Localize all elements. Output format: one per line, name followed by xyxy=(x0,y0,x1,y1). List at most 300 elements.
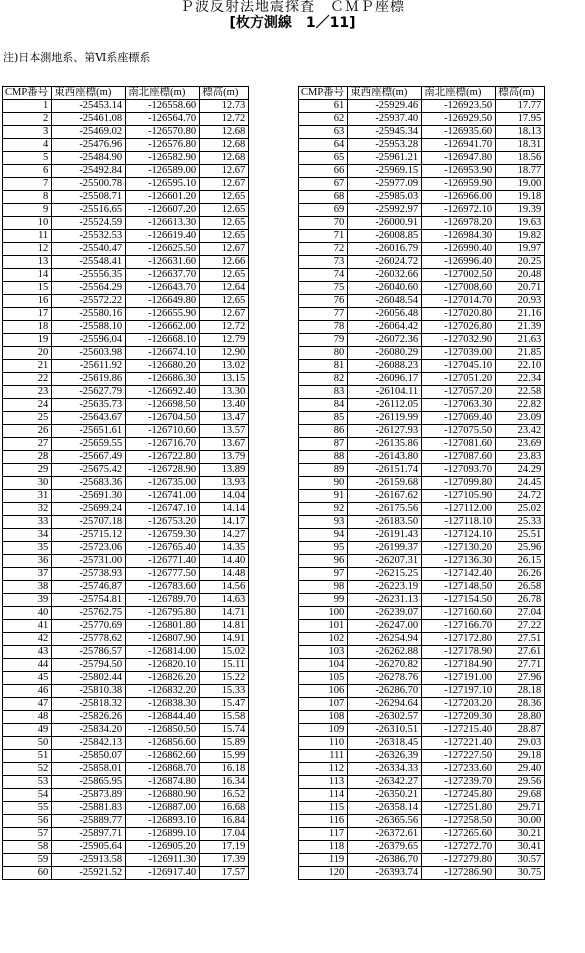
northing-cell: -126759.30 xyxy=(126,529,200,542)
elevation-cell: 12.64 xyxy=(200,282,249,295)
elevation-cell: 13.40 xyxy=(200,399,249,412)
elevation-cell: 12.67 xyxy=(200,165,249,178)
northing-cell: -126826.20 xyxy=(126,672,200,685)
elevation-cell: 30.21 xyxy=(496,828,545,841)
northing-cell: -126966.00 xyxy=(422,191,496,204)
cmp-number-cell: 33 xyxy=(3,516,52,529)
northing-cell: -126820.10 xyxy=(126,659,200,672)
northing-cell: -127112.00 xyxy=(422,503,496,516)
northing-cell: -127075.50 xyxy=(422,425,496,438)
northing-cell: -126722.80 xyxy=(126,451,200,464)
cmp-number-cell: 35 xyxy=(3,542,52,555)
cmp-number-cell: 11 xyxy=(3,230,52,243)
cmp-number-cell: 74 xyxy=(299,269,348,282)
northing-cell: -126947.80 xyxy=(422,152,496,165)
table-row xyxy=(3,269,249,282)
easting-cell: -25858.01 xyxy=(52,763,126,776)
elevation-cell: 23.83 xyxy=(496,451,545,464)
elevation-cell: 21.39 xyxy=(496,321,545,334)
elevation-cell: 15.11 xyxy=(200,659,249,672)
northing-cell: -126704.50 xyxy=(126,412,200,425)
elevation-cell: 12.72 xyxy=(200,321,249,334)
elevation-cell: 20.48 xyxy=(496,269,545,282)
elevation-cell: 27.71 xyxy=(496,659,545,672)
elevation-cell: 14.56 xyxy=(200,581,249,594)
northing-cell: -126838.30 xyxy=(126,698,200,711)
elevation-cell: 14.35 xyxy=(200,542,249,555)
northing-cell: -126637.70 xyxy=(126,269,200,282)
cmp-number-cell: 47 xyxy=(3,698,52,711)
cmp-number-cell: 17 xyxy=(3,308,52,321)
easting-cell: -26040.60 xyxy=(348,282,422,295)
table-row xyxy=(299,321,545,334)
table-row xyxy=(299,152,545,165)
northing-cell: -127136.30 xyxy=(422,555,496,568)
table-row xyxy=(299,230,545,243)
northing-cell: -127069.40 xyxy=(422,412,496,425)
elevation-cell: 28.87 xyxy=(496,724,545,737)
table-row xyxy=(299,750,545,763)
easting-cell: -25469.02 xyxy=(52,126,126,139)
column-header-easting: 東西座標(m) xyxy=(348,87,422,100)
table-row xyxy=(3,698,249,711)
cmp-number-cell: 106 xyxy=(299,685,348,698)
northing-cell: -127008.60 xyxy=(422,282,496,295)
easting-cell: -26254.94 xyxy=(348,633,422,646)
elevation-cell: 29.18 xyxy=(496,750,545,763)
cmp-number-cell: 25 xyxy=(3,412,52,425)
table-row xyxy=(299,841,545,854)
easting-cell: -26334.33 xyxy=(348,763,422,776)
easting-cell: -25492.84 xyxy=(52,165,126,178)
cmp-number-cell: 71 xyxy=(299,230,348,243)
cmp-number-cell: 75 xyxy=(299,282,348,295)
northing-cell: -126589.00 xyxy=(126,165,200,178)
northing-cell: -126570.80 xyxy=(126,126,200,139)
easting-cell: -25635.73 xyxy=(52,399,126,412)
table-row xyxy=(299,464,545,477)
elevation-cell: 13.02 xyxy=(200,360,249,373)
cmp-number-cell: 88 xyxy=(299,451,348,464)
cmp-number-cell: 22 xyxy=(3,373,52,386)
table-row xyxy=(3,802,249,815)
elevation-cell: 25.33 xyxy=(496,516,545,529)
table-row xyxy=(299,334,545,347)
cmp-number-cell: 103 xyxy=(299,646,348,659)
easting-cell: -25810.38 xyxy=(52,685,126,698)
northing-cell: -126576.80 xyxy=(126,139,200,152)
elevation-cell: 13.30 xyxy=(200,386,249,399)
cmp-number-cell: 97 xyxy=(299,568,348,581)
cmp-number-cell: 92 xyxy=(299,503,348,516)
cmp-number-cell: 82 xyxy=(299,373,348,386)
easting-cell: -26318.45 xyxy=(348,737,422,750)
table-row xyxy=(299,802,545,815)
easting-cell: -25572.22 xyxy=(52,295,126,308)
elevation-cell: 29.03 xyxy=(496,737,545,750)
cmp-number-cell: 56 xyxy=(3,815,52,828)
table-row xyxy=(3,373,249,386)
table-row xyxy=(3,178,249,191)
easting-cell: -25905.64 xyxy=(52,841,126,854)
northing-cell: -126832.20 xyxy=(126,685,200,698)
table-row xyxy=(3,516,249,529)
northing-cell: -126972.10 xyxy=(422,204,496,217)
cmp-number-cell: 109 xyxy=(299,724,348,737)
easting-cell: -25500.78 xyxy=(52,178,126,191)
cmp-number-cell: 61 xyxy=(299,100,348,113)
cmp-number-cell: 100 xyxy=(299,607,348,620)
northing-cell: -127014.70 xyxy=(422,295,496,308)
cmp-number-cell: 8 xyxy=(3,191,52,204)
easting-cell: -25516.65 xyxy=(52,204,126,217)
table-row xyxy=(3,334,249,347)
elevation-cell: 15.99 xyxy=(200,750,249,763)
table-row xyxy=(3,737,249,750)
easting-cell: -25596.04 xyxy=(52,334,126,347)
northing-cell: -126893.10 xyxy=(126,815,200,828)
easting-cell: -25715.12 xyxy=(52,529,126,542)
table-row xyxy=(299,711,545,724)
table-row xyxy=(3,282,249,295)
elevation-cell: 28.18 xyxy=(496,685,545,698)
northing-cell: -126674.10 xyxy=(126,347,200,360)
northing-cell: -126680.20 xyxy=(126,360,200,373)
northing-cell: -126765.40 xyxy=(126,542,200,555)
elevation-cell: 14.71 xyxy=(200,607,249,620)
easting-cell: -26072.36 xyxy=(348,334,422,347)
elevation-cell: 14.27 xyxy=(200,529,249,542)
northing-cell: -127063.30 xyxy=(422,399,496,412)
cmp-number-cell: 115 xyxy=(299,802,348,815)
northing-cell: -127203.20 xyxy=(422,698,496,711)
northing-cell: -126777.50 xyxy=(126,568,200,581)
elevation-cell: 12.65 xyxy=(200,217,249,230)
table-row xyxy=(3,867,249,880)
northing-cell: -127279.80 xyxy=(422,854,496,867)
northing-cell: -126959.90 xyxy=(422,178,496,191)
elevation-cell: 14.04 xyxy=(200,490,249,503)
northing-cell: -126978.20 xyxy=(422,217,496,230)
table-row xyxy=(3,581,249,594)
elevation-cell: 19.18 xyxy=(496,191,545,204)
northing-cell: -126735.00 xyxy=(126,477,200,490)
elevation-cell: 15.22 xyxy=(200,672,249,685)
northing-cell: -126564.70 xyxy=(126,113,200,126)
northing-cell: -127233.60 xyxy=(422,763,496,776)
table-row xyxy=(299,672,545,685)
easting-cell: -25850.07 xyxy=(52,750,126,763)
easting-cell: -25826.26 xyxy=(52,711,126,724)
elevation-cell: 30.00 xyxy=(496,815,545,828)
table-row xyxy=(3,243,249,256)
table-row xyxy=(299,191,545,204)
table-row xyxy=(299,542,545,555)
table-row xyxy=(299,490,545,503)
easting-cell: -26143.80 xyxy=(348,451,422,464)
table-row xyxy=(3,828,249,841)
northing-cell: -126747.10 xyxy=(126,503,200,516)
table-row xyxy=(299,620,545,633)
cmp-number-cell: 81 xyxy=(299,360,348,373)
elevation-cell: 18.77 xyxy=(496,165,545,178)
cmp-number-cell: 113 xyxy=(299,776,348,789)
easting-cell: -25961.21 xyxy=(348,152,422,165)
table-row xyxy=(299,659,545,672)
northing-cell: -126789.70 xyxy=(126,594,200,607)
northing-cell: -127286.90 xyxy=(422,867,496,880)
northing-cell: -127215.40 xyxy=(422,724,496,737)
cmp-number-cell: 118 xyxy=(299,841,348,854)
table-row xyxy=(3,399,249,412)
elevation-cell: 27.61 xyxy=(496,646,545,659)
easting-cell: -25945.34 xyxy=(348,126,422,139)
northing-cell: -127154.50 xyxy=(422,594,496,607)
northing-cell: -126880.90 xyxy=(126,789,200,802)
cmp-number-cell: 91 xyxy=(299,490,348,503)
table-row xyxy=(3,594,249,607)
elevation-cell: 12.66 xyxy=(200,256,249,269)
table-row xyxy=(3,620,249,633)
cmp-number-cell: 21 xyxy=(3,360,52,373)
elevation-cell: 12.65 xyxy=(200,230,249,243)
northing-cell: -127239.70 xyxy=(422,776,496,789)
elevation-cell: 27.22 xyxy=(496,620,545,633)
cmp-number-cell: 38 xyxy=(3,581,52,594)
table-row xyxy=(3,607,249,620)
northing-cell: -126807.90 xyxy=(126,633,200,646)
northing-cell: -127166.70 xyxy=(422,620,496,633)
table-row xyxy=(299,685,545,698)
easting-cell: -26135.86 xyxy=(348,438,422,451)
table-row xyxy=(3,477,249,490)
table-row xyxy=(3,386,249,399)
elevation-cell: 16.34 xyxy=(200,776,249,789)
northing-cell: -127130.20 xyxy=(422,542,496,555)
northing-cell: -127265.60 xyxy=(422,828,496,841)
northing-cell: -127142.40 xyxy=(422,568,496,581)
cmp-number-cell: 36 xyxy=(3,555,52,568)
northing-cell: -126795.80 xyxy=(126,607,200,620)
cmp-number-cell: 111 xyxy=(299,750,348,763)
elevation-cell: 29.68 xyxy=(496,789,545,802)
table-row xyxy=(3,152,249,165)
northing-cell: -127026.80 xyxy=(422,321,496,334)
elevation-cell: 17.57 xyxy=(200,867,249,880)
easting-cell: -25643.67 xyxy=(52,412,126,425)
column-header-cmp: CMP番号 xyxy=(3,87,52,100)
northing-cell: -126655.90 xyxy=(126,308,200,321)
northing-cell: -126613.30 xyxy=(126,217,200,230)
table-row xyxy=(3,139,249,152)
elevation-cell: 14.63 xyxy=(200,594,249,607)
northing-cell: -126619.40 xyxy=(126,230,200,243)
easting-cell: -25937.40 xyxy=(348,113,422,126)
cmp-table-right xyxy=(298,86,545,880)
table-row xyxy=(3,763,249,776)
northing-cell: -126935.60 xyxy=(422,126,496,139)
northing-cell: -127081.60 xyxy=(422,438,496,451)
elevation-cell: 12.68 xyxy=(200,126,249,139)
easting-cell: -26119.99 xyxy=(348,412,422,425)
cmp-number-cell: 68 xyxy=(299,191,348,204)
northing-cell: -126862.60 xyxy=(126,750,200,763)
table-row xyxy=(299,529,545,542)
elevation-cell: 12.79 xyxy=(200,334,249,347)
elevation-cell: 12.73 xyxy=(200,100,249,113)
cmp-number-cell: 108 xyxy=(299,711,348,724)
elevation-cell: 18.31 xyxy=(496,139,545,152)
easting-cell: -26372.61 xyxy=(348,828,422,841)
northing-cell: -126814.00 xyxy=(126,646,200,659)
northing-cell: -126850.50 xyxy=(126,724,200,737)
northing-cell: -127178.90 xyxy=(422,646,496,659)
table-row xyxy=(3,165,249,178)
northing-cell: -126899.10 xyxy=(126,828,200,841)
table-row xyxy=(299,178,545,191)
table-row xyxy=(3,100,249,113)
easting-cell: -25794.50 xyxy=(52,659,126,672)
cmp-number-cell: 59 xyxy=(3,854,52,867)
easting-cell: -26096.17 xyxy=(348,373,422,386)
table-row xyxy=(299,386,545,399)
elevation-cell: 30.75 xyxy=(496,867,545,880)
northing-cell: -126625.50 xyxy=(126,243,200,256)
elevation-cell: 12.67 xyxy=(200,178,249,191)
table-row xyxy=(3,230,249,243)
table-row xyxy=(3,685,249,698)
northing-cell: -127245.80 xyxy=(422,789,496,802)
elevation-cell: 12.68 xyxy=(200,139,249,152)
northing-cell: -126783.60 xyxy=(126,581,200,594)
table-row xyxy=(299,438,545,451)
table-row xyxy=(3,347,249,360)
elevation-cell: 23.69 xyxy=(496,438,545,451)
table-row xyxy=(299,724,545,737)
table-row xyxy=(299,854,545,867)
table-row xyxy=(3,646,249,659)
easting-cell: -25770.69 xyxy=(52,620,126,633)
easting-cell: -26286.70 xyxy=(348,685,422,698)
table-row xyxy=(3,659,249,672)
table-row xyxy=(3,789,249,802)
easting-cell: -25683.36 xyxy=(52,477,126,490)
easting-cell: -26104.11 xyxy=(348,386,422,399)
easting-cell: -26112.05 xyxy=(348,399,422,412)
elevation-cell: 23.09 xyxy=(496,412,545,425)
easting-cell: -26151.74 xyxy=(348,464,422,477)
cmp-number-cell: 28 xyxy=(3,451,52,464)
northing-cell: -126595.10 xyxy=(126,178,200,191)
easting-cell: -25461.08 xyxy=(52,113,126,126)
elevation-cell: 20.93 xyxy=(496,295,545,308)
table-row xyxy=(3,490,249,503)
elevation-cell: 22.10 xyxy=(496,360,545,373)
cmp-number-cell: 6 xyxy=(3,165,52,178)
cmp-number-cell: 63 xyxy=(299,126,348,139)
easting-cell: -25953.28 xyxy=(348,139,422,152)
table-row xyxy=(3,503,249,516)
table-row xyxy=(3,750,249,763)
cmp-number-cell: 46 xyxy=(3,685,52,698)
elevation-cell: 20.71 xyxy=(496,282,545,295)
elevation-cell: 17.19 xyxy=(200,841,249,854)
easting-cell: -25913.58 xyxy=(52,854,126,867)
page-title: Ｐ波反射法地震探査 ＣＭＰ座標 xyxy=(180,0,405,15)
cmp-number-cell: 19 xyxy=(3,334,52,347)
cmp-number-cell: 93 xyxy=(299,516,348,529)
elevation-cell: 13.93 xyxy=(200,477,249,490)
northing-cell: -126558.60 xyxy=(126,100,200,113)
easting-cell: -25564.29 xyxy=(52,282,126,295)
elevation-cell: 14.81 xyxy=(200,620,249,633)
northing-cell: -127002.50 xyxy=(422,269,496,282)
easting-cell: -25834.20 xyxy=(52,724,126,737)
table-row xyxy=(3,542,249,555)
cmp-number-cell: 70 xyxy=(299,217,348,230)
cmp-number-cell: 41 xyxy=(3,620,52,633)
easting-cell: -25603.98 xyxy=(52,347,126,360)
cmp-number-cell: 116 xyxy=(299,815,348,828)
easting-cell: -26016.79 xyxy=(348,243,422,256)
elevation-cell: 26.78 xyxy=(496,594,545,607)
table-row xyxy=(3,321,249,334)
elevation-cell: 18.13 xyxy=(496,126,545,139)
table-row xyxy=(299,139,545,152)
cmp-number-cell: 40 xyxy=(3,607,52,620)
easting-cell: -26048.54 xyxy=(348,295,422,308)
elevation-cell: 30.57 xyxy=(496,854,545,867)
cmp-number-cell: 27 xyxy=(3,438,52,451)
northing-cell: -126923.50 xyxy=(422,100,496,113)
easting-cell: -26310.51 xyxy=(348,724,422,737)
table-row xyxy=(299,412,545,425)
elevation-cell: 12.65 xyxy=(200,269,249,282)
table-row xyxy=(3,464,249,477)
table-row xyxy=(299,347,545,360)
easting-cell: -25548.41 xyxy=(52,256,126,269)
elevation-cell: 15.33 xyxy=(200,685,249,698)
cmp-number-cell: 84 xyxy=(299,399,348,412)
easting-cell: -25540.47 xyxy=(52,243,126,256)
table-row xyxy=(3,776,249,789)
cmp-number-cell: 12 xyxy=(3,243,52,256)
cmp-number-cell: 69 xyxy=(299,204,348,217)
column-header-northing: 南北座標(m) xyxy=(126,87,200,100)
cmp-number-cell: 2 xyxy=(3,113,52,126)
elevation-cell: 28.36 xyxy=(496,698,545,711)
table-row xyxy=(299,633,545,646)
cmp-number-cell: 101 xyxy=(299,620,348,633)
northing-cell: -126668.10 xyxy=(126,334,200,347)
cmp-number-cell: 52 xyxy=(3,763,52,776)
cmp-number-cell: 1 xyxy=(3,100,52,113)
easting-cell: -25889.77 xyxy=(52,815,126,828)
cmp-number-cell: 64 xyxy=(299,139,348,152)
elevation-cell: 26.26 xyxy=(496,568,545,581)
cmp-number-cell: 7 xyxy=(3,178,52,191)
cmp-number-cell: 16 xyxy=(3,295,52,308)
easting-cell: -25977.09 xyxy=(348,178,422,191)
easting-cell: -25762.75 xyxy=(52,607,126,620)
northing-cell: -127118.10 xyxy=(422,516,496,529)
cmp-number-cell: 13 xyxy=(3,256,52,269)
easting-cell: -25619.86 xyxy=(52,373,126,386)
cmp-number-cell: 62 xyxy=(299,113,348,126)
easting-cell: -25778.62 xyxy=(52,633,126,646)
northing-cell: -127105.90 xyxy=(422,490,496,503)
table-row xyxy=(299,256,545,269)
